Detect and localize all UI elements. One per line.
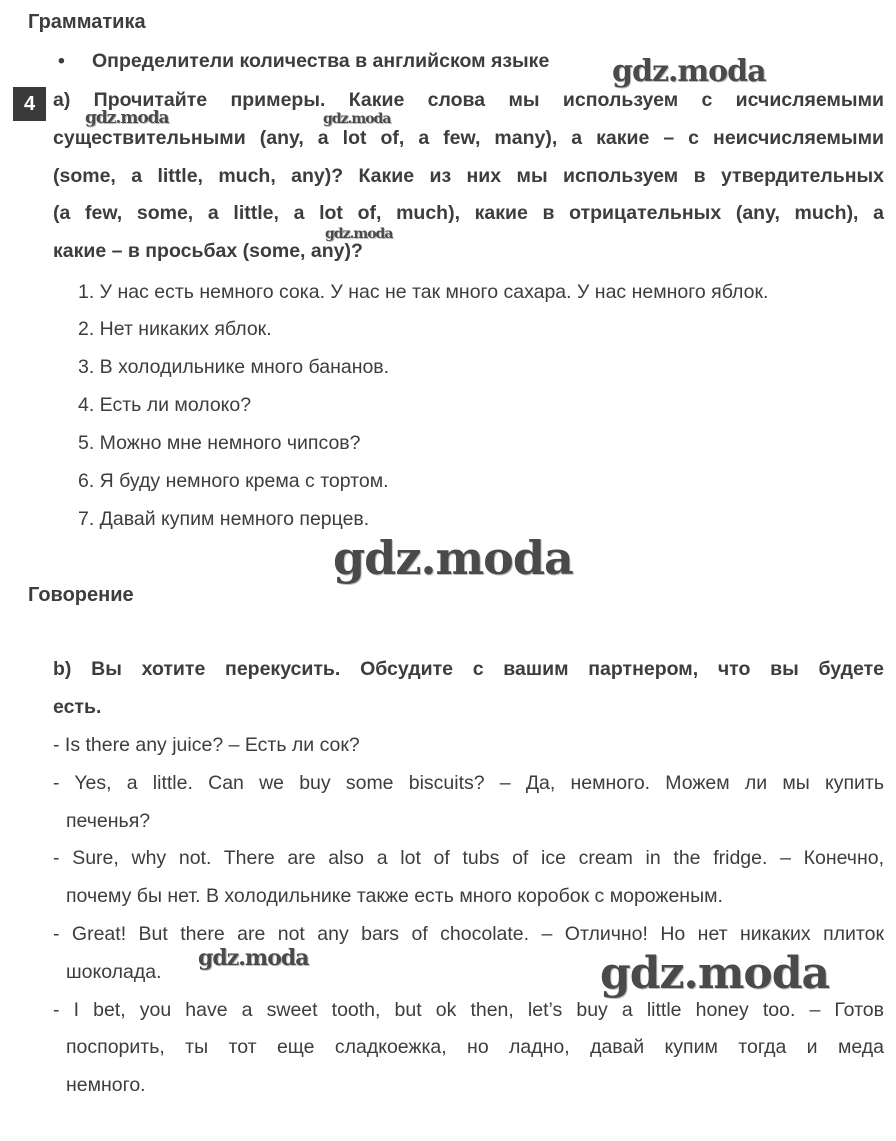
- task-b-line: есть.: [53, 695, 102, 718]
- bullet-item: [58, 50, 549, 73]
- bullet-dot: •: [58, 50, 65, 72]
- watermark: gdz.moda: [323, 111, 391, 127]
- task-b-instructions: [53, 651, 884, 727]
- task-b-line: b) Вы хотите перекусить. Обсудите с вашим партнером, что вы будете: [53, 658, 884, 680]
- task-a-line: существительными (any, a lot of, a few, many), а какие – с неисчисляемыми: [53, 126, 884, 149]
- watermark: gdz.moda: [600, 948, 830, 999]
- dialogue-line: - Is there any juice? – Есть ли сок?: [53, 734, 360, 756]
- dialogue-line: - I bet, you have a sweet tooth, but ok then, let’s buy a little honey too. – Готов: [53, 998, 884, 1021]
- grammar-heading: Грамматика: [28, 11, 146, 33]
- example-item: 2. Нет никаких яблок.: [78, 318, 272, 340]
- watermark: gdz.moda: [198, 945, 309, 971]
- dialogue-line-continued: шоколада.: [66, 960, 162, 983]
- task-a-line: (some, a little, much, any)? Какие из них мы используем в утвердительных: [53, 164, 884, 187]
- task-a-line: (a few, some, a little, a lot of, much), какие в отрицательных (any, much), а: [53, 202, 884, 225]
- task-a-line: какие – в просьбах (some, any)?: [53, 240, 363, 263]
- task-a-line: a) Прочитайте примеры. Какие слова мы используем с исчисляемыми: [53, 89, 884, 111]
- example-item: 4. Есть ли молоко?: [78, 394, 252, 416]
- watermark: gdz.moda: [333, 531, 573, 585]
- example-item: 3. В холодильнике много бананов.: [78, 356, 390, 378]
- watermark: gdz.moda: [325, 226, 393, 242]
- bullet-text: Определители количества в английском языке: [92, 50, 550, 72]
- watermark: gdz.moda: [612, 54, 766, 89]
- task-number-badge: 4: [13, 87, 46, 121]
- dialogue-line: - Yes, a little. Can we buy some biscuits? – Да, немного. Можем ли мы купить: [53, 771, 884, 794]
- dialogue-line: - Great! But there are not any bars of chocolate. – Отлично! Но нет никаких плиток: [53, 922, 884, 945]
- dialogue-line-continued: почему бы нет. В холодильнике также есть много коробок с мороженым.: [66, 885, 723, 908]
- dialogue-line-continued: печенья?: [66, 809, 151, 832]
- watermark: gdz.moda: [85, 108, 169, 128]
- dialogue-line: - Sure, why not. There are also a lot of tubs of ice cream in the fridge. – Конечно,: [53, 847, 884, 870]
- example-item: 6. Я буду немного крема с тортом.: [78, 470, 389, 492]
- example-item: 5. Можно мне немного чипсов?: [78, 432, 361, 454]
- example-item: 1. У нас есть немного сока. У нас не так много сахара. У нас немного яблок.: [78, 281, 769, 303]
- speaking-heading: Говорение: [28, 584, 134, 606]
- task-a-instructions: [53, 82, 884, 271]
- dialogue-line-continued: поспорить, ты тот еще сладкоежка, но ладно, давай купим тогда и меда: [66, 1036, 884, 1059]
- dialogue: [53, 727, 884, 1105]
- example-item: 7. Давай купим немного перцев.: [78, 508, 370, 530]
- dialogue-line-continued: немного.: [66, 1074, 146, 1097]
